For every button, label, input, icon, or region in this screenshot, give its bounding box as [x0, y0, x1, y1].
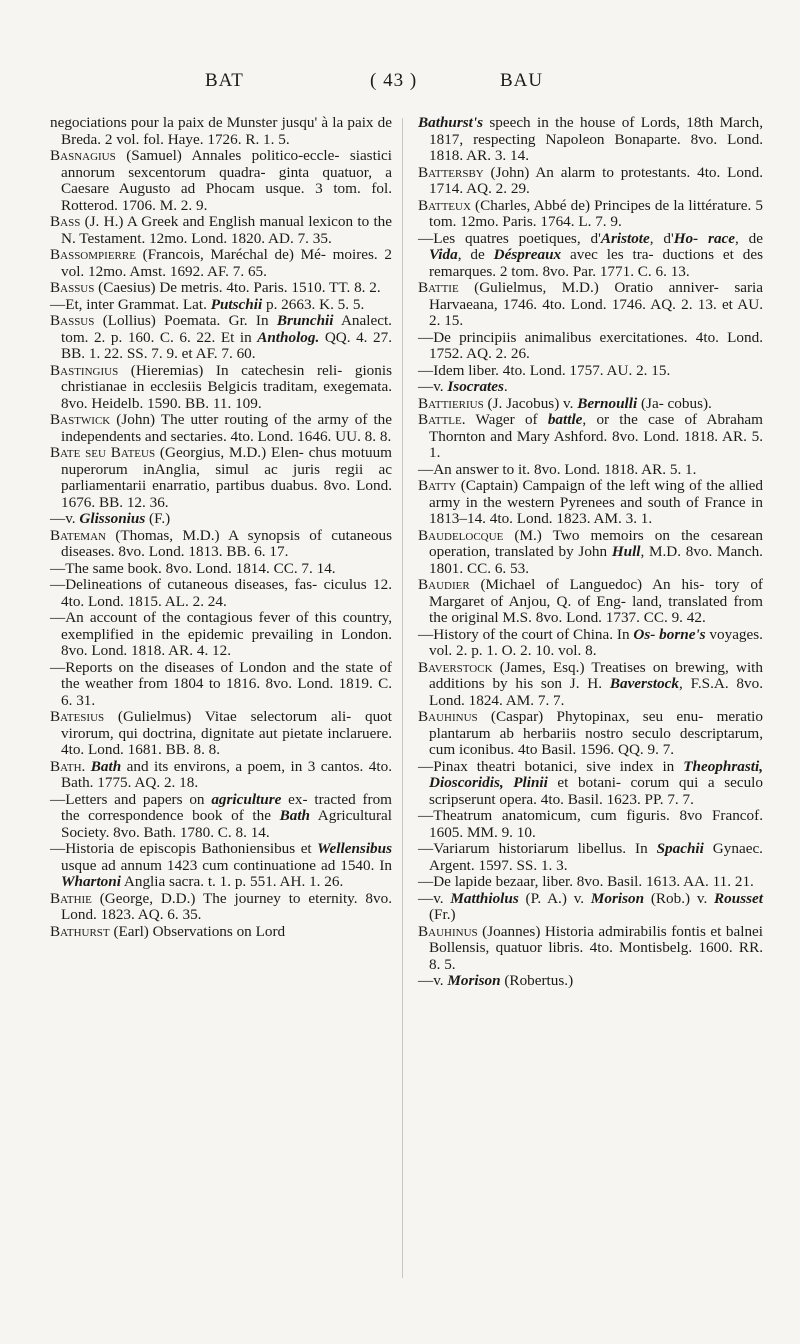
catalog-entry	[50, 313, 392, 363]
entry-text: (Caesius) De metris. 4to. Paris. 1510. TT. 8. 2.	[94, 279, 381, 296]
catalog-entry	[50, 148, 392, 214]
catalog-entry	[418, 759, 763, 809]
catalog-entry	[50, 363, 392, 413]
entry-text: speech in the house of Lords, 18th March, 1817, respecting Napoleon Bonaparte. 8vo. Lond. 1818. AR. 3. 14.	[429, 114, 763, 164]
entry-text: p. 2663. K. 5. 5.	[262, 295, 365, 313]
catalog-entry	[418, 363, 763, 380]
catalog-entry	[418, 924, 763, 974]
entry-text: .	[81, 757, 91, 775]
entry-text: , d'	[649, 229, 674, 247]
catalog-entry	[50, 445, 392, 511]
catalog-entry	[418, 528, 763, 578]
italic-title: Hull	[611, 543, 641, 560]
catalog-entry	[418, 478, 763, 528]
italic-title: Aristote	[600, 229, 650, 247]
catalog-entry	[418, 396, 763, 413]
catalog-entry	[50, 115, 392, 148]
entry-text: (Joannes) Historia admirabilis fontis et balnei Bollensis, quatuor libris. 4to. Montisbelg. 1600. RR. 8. 5.	[429, 922, 763, 973]
catalog-entry	[418, 330, 763, 363]
entry-text: Gynaec. Argent. 1597. SS. 1. 3.	[429, 840, 763, 874]
entry-text: (Caspar) Phytopinax, seu enu- meratio plantarum ab herbariis nostro seculo descriptarum, cum iconibus. 4to Basil. 1596. QQ. 9. 7.	[429, 708, 763, 758]
entry-text: —Letters and papers on	[50, 790, 212, 808]
entry-heading: Bassompierre	[50, 246, 136, 263]
entry-heading: Bauhinus	[418, 708, 478, 725]
entry-text: avec les tra- ductions et des remarques. 2 tom. 8vo. Par. 1771. C. 6. 13.	[429, 246, 763, 280]
catalog-entry	[50, 577, 392, 610]
entry-heading: Bastingius	[50, 361, 119, 379]
entry-text: —Et, inter Grammat. Lat.	[50, 295, 211, 313]
entry-text: et botani- corum qui a seculo scripserunt opera. 4to. Basil. 1623. PP. 7. 7.	[429, 774, 764, 808]
catalog-entry	[418, 379, 763, 396]
entry-text: . Wager of	[461, 411, 548, 428]
entry-text: ex- tracted from the correspondence book of the	[61, 790, 392, 824]
entry-text: (George, D.D.) The journey to eternity. 8vo. Lond. 1823. AQ. 6. 35.	[61, 889, 392, 923]
catalog-entry	[50, 280, 392, 297]
entry-heading: Bauhinus	[418, 922, 478, 940]
entry-heading: Bassus	[50, 279, 95, 296]
italic-title: Whartoni	[61, 873, 121, 890]
entry-heading: Bastwick	[50, 411, 111, 428]
entry-heading: Basnagius	[50, 147, 116, 164]
entry-text: (Hieremias) In catechesin reli- gionis christianae in ecclesiis Belgicis traditam, exegemata. 8vo. Heidelb. 1590. BB. 11. 109.	[61, 361, 392, 412]
italic-title: Putschii	[210, 295, 263, 313]
entry-heading: Baudier	[418, 576, 470, 593]
italic-title: Brunchii	[276, 312, 334, 329]
italic-title: Déspreaux	[493, 246, 562, 263]
column-divider	[402, 118, 403, 1278]
italic-title: Bath	[90, 757, 122, 775]
entry-heading: Bateman	[50, 526, 106, 544]
italic-title: Baverstock	[609, 675, 680, 692]
page-header	[0, 70, 800, 100]
italic-title: Isocrates	[447, 378, 504, 395]
italic-title: Os- borne's	[633, 625, 706, 643]
catalog-entry	[50, 247, 392, 280]
entry-heading: Bass	[50, 213, 81, 230]
entry-text: negociations pour la paix de Munster jusqu' à la paix de Breda. 2 vol. fol. Haye. 1726. R. 1. 5.	[50, 114, 392, 148]
entry-heading: Bate seu Bateus	[50, 444, 156, 461]
entry-text: (Michael of Languedoc) An his- tory of Margaret of Anjou, Q. of Eng- land, translated from the original M.S. 8vo. Lond. 1737. CC. 9. 42.	[429, 576, 763, 626]
entry-text: —v.	[50, 510, 80, 527]
italic-title: Morison	[590, 889, 645, 907]
entry-text: .	[503, 378, 508, 395]
italic-title: Antholog.	[257, 328, 320, 346]
catalog-entry	[418, 874, 763, 891]
catalog-entry	[50, 214, 392, 247]
italic-title: Bathurst's	[418, 114, 484, 131]
catalog-entry	[418, 577, 763, 627]
catalog-entry	[50, 759, 392, 792]
entry-text: , de	[735, 229, 763, 247]
entry-text: —Historia de episcopis Bathoniensibus et	[50, 840, 318, 857]
entry-text: (Fr.)	[429, 906, 456, 923]
catalog-entry	[50, 792, 392, 842]
italic-title: Ho- race	[673, 229, 736, 247]
catalog-entry	[418, 808, 763, 841]
running-head-left: BAT	[205, 70, 244, 91]
entry-text: —Theatrum anatomicum, cum figuris. 8vo Francof. 1605. MM. 9. 10.	[418, 807, 763, 841]
entry-text: —An account of the contagious fever of this country, exemplified in the epidemic prevailing in London. 8vo. Lond. 1818. AR. 4. 12.	[50, 609, 392, 659]
catalog-entry	[418, 115, 763, 165]
entry-text: (Gulielmus) Vitae selectorum ali- quot virorum, qui doctrina, dignitate aut pietate inclaruere. 4to. Lond. 1681. BB. 8. 8.	[61, 708, 392, 758]
entry-heading: Battierius	[418, 394, 484, 412]
catalog-entry	[418, 627, 763, 660]
entry-text: Agricultural Society. 8vo. Bath. 1780. C. 8. 14.	[61, 807, 393, 841]
entry-text: , M.D. 8vo. Manch. 1801. CC. 6. 53.	[429, 543, 763, 577]
entry-heading: Batesius	[50, 708, 105, 725]
entry-text: (John) The utter routing of the army of the independents and sectaries. 4to. Lond. 1646. UU. 8. 8.	[61, 411, 392, 445]
entry-text: —v.	[418, 378, 448, 395]
italic-title: Bath	[279, 807, 310, 824]
entry-heading: Battie	[418, 279, 459, 296]
entry-text: usque ad annum 1423 cum continuatione ad 1540. In	[61, 856, 392, 874]
entry-text: (J. Jacobus) v.	[483, 394, 578, 412]
entry-text: , F.S.A. 8vo. Lond. 1824. AM. 7. 7.	[429, 675, 763, 709]
entry-heading: Bathurst	[50, 922, 110, 940]
entry-text: (M.) Two memoirs on the cesarean operation, translated by John	[429, 526, 763, 560]
page-number: ( 43 )	[370, 70, 418, 91]
entry-heading: Battle	[418, 411, 462, 428]
entry-text: (Gulielmus, M.D.) Oratio anniver- saria Harvaeana, 1746. 4to. Lond. 1746. AQ. 2. 13. et AU. 2. 15.	[429, 279, 763, 329]
entry-text: —Reports on the diseases of London and the state of the weather from 1804 to 1816. 8vo. Lond. 1819. C. 6. 31.	[50, 658, 392, 709]
catalog-entry	[418, 709, 763, 759]
entry-heading: Baudelocque	[418, 526, 504, 544]
entry-text: QQ. 4. 27. BB. 1. 22. SS. 7. 9. et AF. 7. 60.	[61, 328, 392, 362]
entry-text: (Rob.) v.	[644, 889, 715, 907]
entry-text: —Idem liber. 4to. Lond. 1757. AU. 2. 15.	[418, 361, 671, 379]
catalog-entry	[418, 198, 763, 231]
catalog-entry	[50, 709, 392, 759]
entry-text: (Samuel) Annales politico-eccle- siastici annorum sexcentorum quadra- ginta quatuor, a Caesare Augusto ad Phocam usque. 3 tom. fol. Rotterod. 1706. M. 2. 9.	[61, 147, 392, 214]
catalog-entry	[418, 412, 763, 462]
catalog-entry	[418, 165, 763, 198]
entry-heading: Batty	[418, 477, 457, 494]
entry-text: —Les quatres poetiques, d'	[418, 229, 601, 247]
catalog-entry	[418, 462, 763, 479]
catalog-entry	[50, 891, 392, 924]
right-column	[418, 115, 763, 990]
entry-text: (Lollius) Poemata. Gr. In	[94, 312, 277, 329]
entry-text: (Earl) Observations on Lord	[109, 922, 286, 940]
catalog-entry	[50, 297, 392, 314]
italic-title: Matthiolus	[450, 889, 519, 907]
entry-text: (Captain) Campaign of the left wing of the allied army in the western Pyrenees and south of France in 1813–14. 4to. Lond. 1823. AM. 3. 1.	[429, 477, 763, 527]
entry-text: —An answer to it. 8vo. Lond. 1818. AR. 5. 1.	[418, 460, 697, 478]
catalog-entry	[50, 412, 392, 445]
entry-text: (Georgius, M.D.) Elen- chus motuum nuperorum inAnglia, simul ac juris regii ac parliamentarii enarratio, partibus duabus. 8vo. Lond. 1676. BB. 12. 36.	[61, 444, 392, 511]
entry-heading: Battersby	[418, 163, 484, 181]
catalog-entry	[418, 973, 763, 990]
entry-text: , de	[457, 246, 494, 263]
entry-text: (P. A.) v.	[518, 889, 591, 907]
entry-text: (Robertus.)	[500, 972, 574, 989]
entry-text: voyages. vol. 2. p. 1. O. 2. 10. vol. 8.	[429, 625, 763, 659]
italic-title: Vida	[429, 246, 458, 263]
catalog-entry	[418, 660, 763, 710]
italic-title: Theophrasti, Dioscoridis, Plinii	[429, 757, 763, 791]
italic-title: Spachii	[656, 840, 704, 857]
entry-text: —Pinax theatri botanici, sive index in	[418, 757, 684, 775]
entry-heading: Batteux	[418, 196, 471, 214]
entry-heading: Baverstock	[418, 658, 493, 676]
entry-text: , or the case of Abraham Thornton and Mary Ashford. 8vo. Lond. 1818. AR. 5. 1.	[429, 411, 763, 461]
catalog-entry	[418, 280, 763, 330]
catalog-entry	[50, 610, 392, 660]
entry-text: Anglia sacra. t. 1. p. 551. AH. 1. 26.	[120, 873, 344, 890]
entry-text: (James, Esq.) Treatises on brewing, with additions by his son J. H.	[429, 658, 763, 692]
entry-heading: Bathie	[50, 889, 92, 907]
entry-text: —History of the court of China. In	[418, 625, 634, 643]
entry-text: (Charles, Abbé de) Principes de la littérature. 5 tom. 12mo. Paris. 1764. L. 7. 9.	[429, 196, 763, 230]
entry-text: (Ja- cobus).	[637, 394, 712, 412]
entry-text: —De principiis animalibus exercitationes. 4to. Lond. 1752. AQ. 2. 26.	[418, 328, 763, 362]
italic-title: Rousset	[714, 889, 763, 907]
italic-title: Wellensibus	[317, 840, 392, 857]
entry-text: —De lapide bezaar, liber. 8vo. Basil. 1613. AA. 11. 21.	[418, 873, 754, 890]
catalog-entry	[50, 561, 392, 578]
catalog-entry	[50, 841, 392, 891]
catalog-entry	[418, 231, 763, 281]
italic-title: Bernoulli	[577, 394, 638, 412]
italic-title: Glissonius	[79, 510, 146, 527]
catalog-entry	[50, 924, 392, 941]
italic-title: battle	[547, 411, 583, 428]
entry-text: —v.	[418, 972, 448, 989]
italic-title: agriculture	[211, 790, 282, 808]
italic-title: Morison	[447, 972, 501, 989]
entry-heading: Bassus	[50, 312, 95, 329]
entry-heading: Bath	[50, 757, 82, 775]
entry-text: (Francois, Maréchal de) Mé- moires. 2 vol. 12mo. Amst. 1692. AF. 7. 65.	[61, 246, 392, 280]
entry-text: and its environs, a poem, in 3 cantos. 4to. Bath. 1775. AQ. 2. 18.	[61, 757, 393, 791]
entry-text: —The same book. 8vo. Lond. 1814. CC. 7. 14.	[50, 559, 336, 577]
entry-text: (J. H.) A Greek and English manual lexicon to the N. Testament. 12mo. Lond. 1820. AD. 7. 35.	[61, 213, 392, 247]
entry-text: (John) An alarm to protestants. 4to. Lond. 1714. AQ. 2. 29.	[429, 163, 763, 197]
entry-text: —Delineations of cutaneous diseases, fas- ciculus 12. 4to. Lond. 1815. AL. 2. 24.	[50, 576, 392, 610]
entry-text: —v.	[418, 889, 451, 907]
catalog-entry	[50, 511, 392, 528]
catalog-entry	[50, 528, 392, 561]
catalog-entry	[50, 660, 392, 710]
catalog-entry	[418, 841, 763, 874]
entry-text: (F.)	[145, 510, 171, 527]
left-column	[50, 115, 392, 940]
entry-text: (Thomas, M.D.) A synopsis of cutaneous diseases. 8vo. Lond. 1813. BB. 6. 17.	[61, 526, 392, 560]
entry-text: —Variarum historiarum libellus. In	[418, 840, 657, 857]
catalog-entry	[418, 891, 763, 924]
entry-text: Analect. tom. 2. p. 160. C. 6. 22. Et in	[61, 312, 392, 346]
running-head-right: BAU	[500, 70, 544, 91]
